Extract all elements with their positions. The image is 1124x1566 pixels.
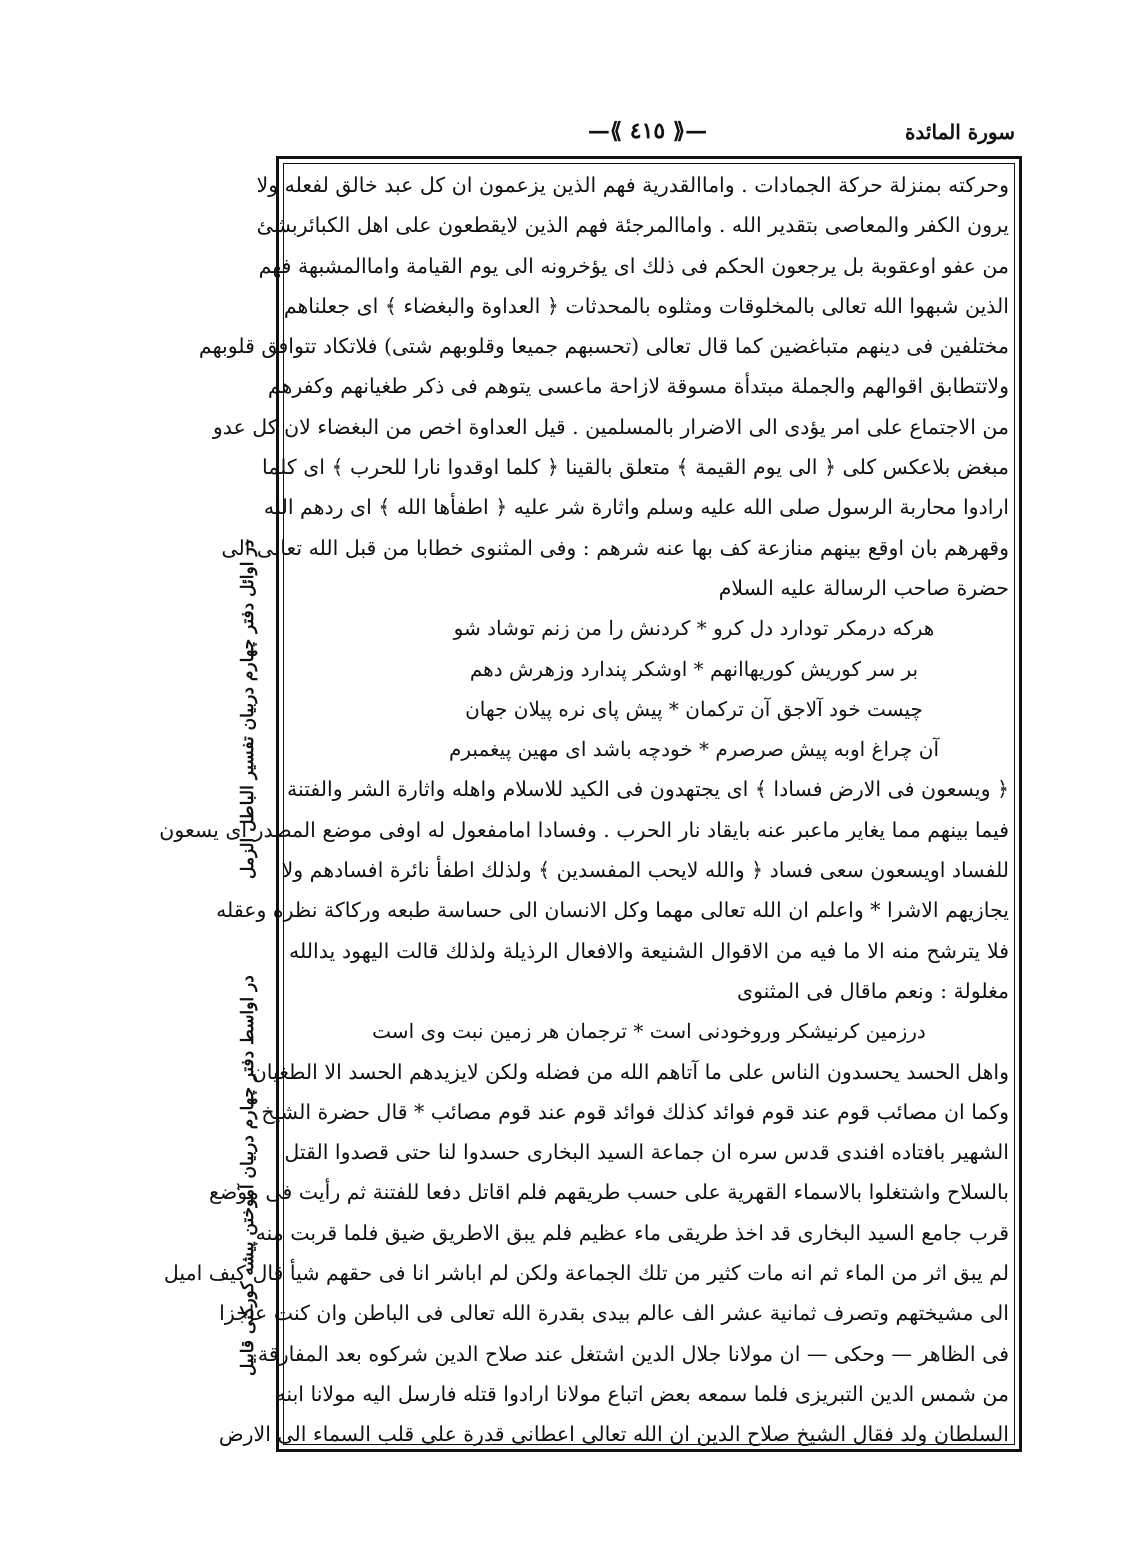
text-line: يرون الكفر والمعاصى بتقدير الله . واماالمرجئة فهم الذين لايقطعون على اهل الكبائربشئ: [256, 213, 1009, 238]
margin-note-lower: در اواسط دفتر چهارم دربيان آموختن پيشه كوركنى قابيل: [238, 975, 258, 1376]
verse-line: درزمين كرنيشكر وروخودنى است * ترجمان هر زمين نبت وى است: [372, 1019, 926, 1044]
text-line: ﴿ ويسعون فى الارض فسادا ﴾ اى يجتهدون فى الكيد للاسلام واهله واثارة الشر والفتنة: [287, 777, 1009, 802]
text-line: للفساد اويسعون سعى فساد ﴿ والله لايحب المفسدين ﴾ ولذلك اطفأ نائرة افسادهم ولا: [281, 858, 1009, 883]
page-number: —⟪ ٤١٥ ⟫—: [587, 118, 708, 144]
text-line: مختلفين فى دينهم متباغضين كما قال تعالى (تحسبهم جميعا وقلوبهم شتى) فلاتكاد تتوافق قلوبهم: [198, 334, 1009, 359]
text-line: مغلولة : ونعم ماقال فى المثنوى: [737, 978, 1009, 1003]
text-line: من عفو اوعقوبة بل يرجعون الحكم فى ذلك اى يؤخرونه الى يوم القيامة واماالمشبهة فهم: [258, 253, 1009, 278]
page-header: [280, 118, 1015, 152]
text-line: فيما بينهم مما يغاير ماعبر عنه بايقاد نار الحرب . وفسادا امامفعول له اوفى موضع المصدر اى يسعون: [159, 817, 1009, 842]
text-line: يجازيهم الاشرا * واعلم ان الله تعالى مهما وكل الانسان الى حساسة طبعه وركاكة نظره وعقله: [216, 898, 1009, 923]
text-line: وكما ان مصائب قوم عند قوم فوائد كذلك فوائد قوم عند قوم مصائب * قال حضرة الشيخ: [261, 1099, 1009, 1124]
text-line: الى مشيختهم وتصرف ثمانية عشر الف عالم بيدى بقدرة الله تعالى فى الباطن وان كنت عاجزا: [219, 1301, 1009, 1326]
text-line: فى الظاهر — وحكى — ان مولانا جلال الدين اشتغل عند صلاح الدين شركوه بعد المفارقة: [257, 1341, 1009, 1366]
text-line: وقهرهم بان اوقع بينهم منازعة كف بها عنه شرهم : وفى المثنوى خطابا من قبل الله تعالى الى: [221, 535, 1009, 560]
text-line: الذين شبهوا الله تعالى بالمخلوقات ومثلوه بالمحدثات ﴿ العداوة والبغضاء ﴾ اى جعلناهم: [283, 293, 1009, 318]
text-line: الشهير بافتاده افندى قدس سره ان جماعة السيد البخارى حسدوا لنا حتى قصدوا القتل: [284, 1140, 1009, 1165]
text-line: حضرة صاحب الرسالة عليه السلام: [718, 575, 1009, 600]
text-line: فلا يترشح منه الا ما فيه من الاقوال الشنيعة والافعال الرذيلة ولذلك قالت اليهود يدالله: [289, 938, 1009, 963]
surah-title: سورة المائدة: [904, 120, 1015, 144]
text-line: من الاجتماع على امر يؤدى الى الاضرار بالمسلمين . قيل العداوة اخص من البغضاء لان كل عدو: [212, 414, 1009, 439]
text-line: واهل الحسد يحسدون الناس على ما آتاهم الله من فضله ولكن لايزيدهم الحسد الا الطغيان: [251, 1059, 1009, 1084]
text-line: بالسلاح واشتغلوا بالاسماء القهرية على حسب طريقهم فلم اقاتل دفعا للفتنة ثم رأيت فى موضع: [208, 1180, 1009, 1205]
margin-note-upper: در اوائل دفتر چهارم دربيان تفسير الباطل الزمل: [238, 540, 258, 880]
verse-line: هركه درمكر تودارد دل كرو * كردنش را من زنم توشاد شو: [453, 616, 935, 641]
verse-line: بر سر كوريش كوريهاانهم * اوشكر پندارد وزهرش دهم: [469, 656, 919, 681]
text-line: مبغض بلاعكس كلى ﴿ الى يوم القيمة ﴾ متعلق بالقينا ﴿ كلما اوقدوا نارا للحرب ﴾ اى كلما: [262, 455, 1009, 480]
text-line: وحركته بمنزلة حركة الجمادات . واماالقدرية فهم الذين يزعمون ان كل عبد خالق لفعله ولا: [256, 173, 1009, 197]
text-line: لم يبق اثر من الماء ثم انه مات كثير من تلك الجماعة ولكن لم اباشر انا فى حقهم شيأ قال كيف اميل: [163, 1261, 1009, 1286]
verse-line: آن چراغ اوبه پيش صرصرم * خودچه باشد اى مهين پيغمبرم: [449, 737, 939, 762]
verse-line: چيست خود آلاجق آن تركمان * پيش پاى نره پيلان جهان: [465, 696, 923, 721]
text-line: السلطان ولد فقال الشيخ صلاح الدين ان الله تعالى اعطانى قدرة على قلب السماء الى الارض: [218, 1422, 1009, 1447]
text-line: قرب جامع السيد البخارى قد اخذ طريقى ماء عظيم فلم يبق الاطريق ضيق فلما قربت منه: [255, 1220, 1009, 1245]
text-line: ولاتتطابق اقوالهم والجملة مبتدأة مسوقة لازاحة ماعسى يتوهم فى ذكر طغيانهم وكفرهم: [267, 374, 1009, 399]
text-line: ارادوا محاربة الرسول صلى الله عليه وسلم واثارة شر عليه ﴿ اطفأها الله ﴾ اى ردهم الله: [263, 495, 1009, 520]
text-line: من شمس الدين التبريزى فلما سمعه بعض اتباع مولانا ارادوا قتله فارسل اليه مولانا ابنه: [275, 1381, 1009, 1406]
